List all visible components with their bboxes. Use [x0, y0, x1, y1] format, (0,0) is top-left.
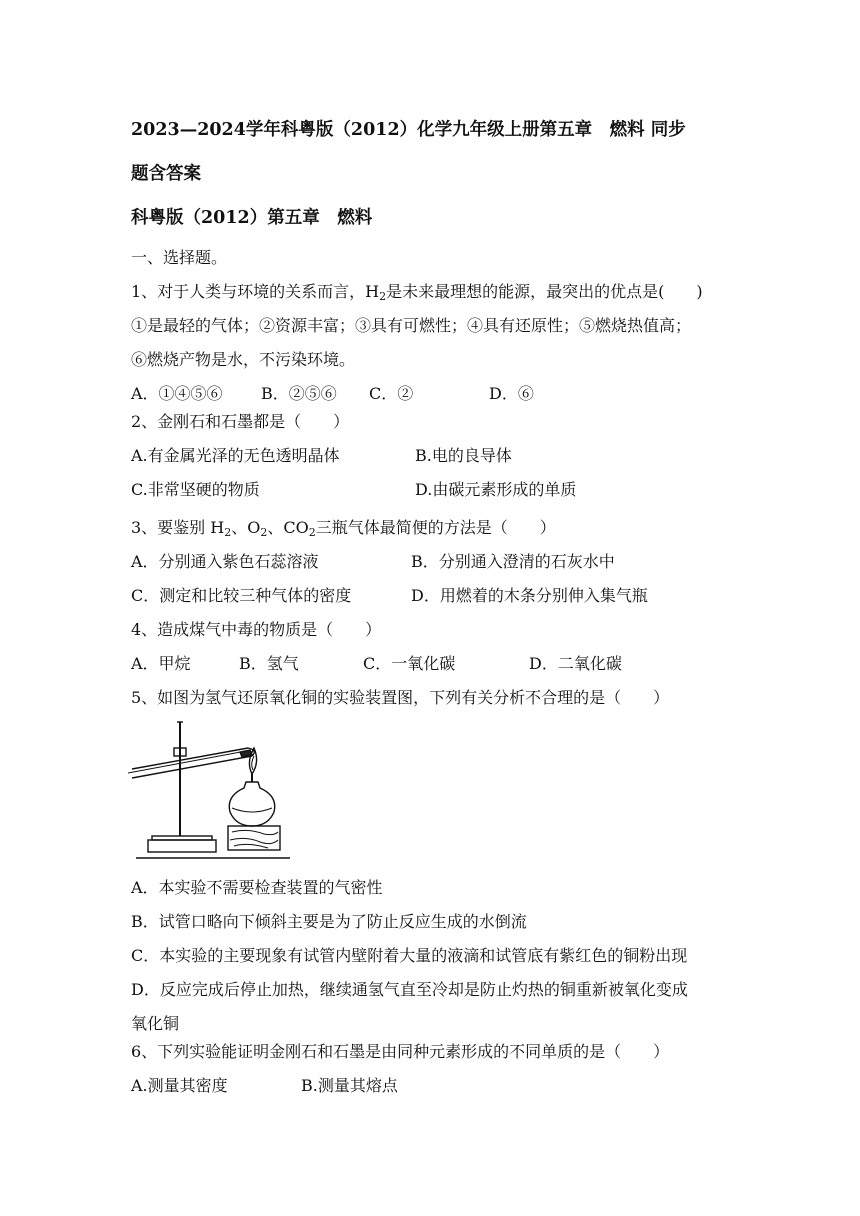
q4-stem: 4、造成煤气中毒的物质是（ ） — [131, 620, 382, 639]
test-tube-top-edge — [132, 748, 248, 769]
test-tube-bottom-edge — [132, 756, 252, 778]
q3-option-c: C．测定和比较三种气体的密度 — [131, 586, 352, 605]
doc-title-line1: 2023—2024学年科粤版（2012）化学九年级上册第五章 燃料 同步 — [131, 120, 686, 140]
doc-title-line2: 题含答案 — [131, 164, 201, 184]
q4-option-b: B．氢气 — [239, 654, 299, 673]
q6-stem: 6、下列实验能证明金刚石和石墨是由同种元素形成的不同单质的是（ ） — [131, 1042, 670, 1061]
section-heading: 一、选择题。 — [131, 248, 228, 267]
hydrogen-reduction-apparatus-figure — [128, 712, 294, 862]
q6-option-b: B.测量其熔点 — [301, 1076, 398, 1095]
q3-option-b: B．分别通入澄清的石灰水中 — [411, 552, 615, 571]
q5-option-a: A．本实验不需要检查装置的气密性 — [131, 878, 383, 897]
q3-stem: 3、要鉴别 $H_2$、$O_2$、$CO_2$三瓶气体最简便的方法是（ ） — [131, 518, 556, 539]
wood-grain-1 — [232, 830, 278, 834]
q1-stem: 1、对于人类与环境的关系而言，$H_2$是未来最理想的能源，最突出的优点是( ) — [131, 282, 703, 303]
q2-option-c: C.非常坚硬的物质 — [131, 480, 260, 499]
wood-grain-3 — [234, 844, 268, 848]
q1-option-b: B．②⑤⑥ — [261, 384, 337, 403]
wooden-block — [228, 826, 280, 850]
q5-option-c: C．本实验的主要现象有试管内壁附着大量的液滴和试管底有紫红色的铜粉出现 — [131, 946, 688, 965]
q2-stem: 2、金刚石和石墨都是（ ） — [131, 412, 350, 431]
q3-option-d: D．用燃着的木条分别伸入集气瓶 — [411, 586, 648, 605]
q2-option-d: D.由碳元素形成的单质 — [415, 480, 577, 499]
lamp-liquid-line — [232, 808, 272, 812]
q5-option-d-cont: 氧化铜 — [131, 1014, 180, 1033]
q3-option-a: A．分别通入紫色石蕊溶液 — [131, 552, 319, 571]
q1-option-c: C．② — [369, 384, 414, 403]
q6-option-a: A.测量其密度 — [131, 1076, 228, 1095]
stand-base — [148, 840, 216, 852]
q1-option-a: A．①④⑤⑥ — [131, 384, 223, 403]
flame-inner — [252, 756, 254, 770]
q2-option-a: A.有金属光泽的无色透明晶体 — [131, 446, 340, 465]
q2-option-b: B.电的良导体 — [415, 446, 512, 465]
q1-line2: ①是最轻的气体；②资源丰富；③具有可燃性；④具有还原性；⑤燃烧热值高； — [131, 316, 692, 335]
alcohol-lamp — [229, 782, 274, 826]
q1-line3: ⑥燃烧产物是水，不污染环境。 — [131, 350, 356, 369]
q1-option-d: D．⑥ — [489, 384, 534, 403]
wood-grain-2 — [230, 838, 278, 843]
doc-subtitle: 科粤版（2012）第五章 燃料 — [131, 208, 373, 228]
q5-option-b: B．试管口略向下倾斜主要是为了防止反应生成的水倒流 — [131, 912, 527, 931]
delivery-tube — [128, 751, 246, 773]
q4-option-c: C．一氧化碳 — [363, 654, 456, 673]
q4-option-a: A．甲烷 — [131, 654, 191, 673]
q5-stem: 5、如图为氢气还原氧化铜的实验装置图，下列有关分析不合理的是（ ） — [131, 688, 670, 707]
q4-option-d: D．二氧化碳 — [529, 654, 622, 673]
stand-base-top — [152, 836, 212, 840]
q5-option-d: D．反应完成后停止加热，继续通氢气直至冷却是防止灼热的铜重新被氧化变成 — [131, 980, 688, 999]
